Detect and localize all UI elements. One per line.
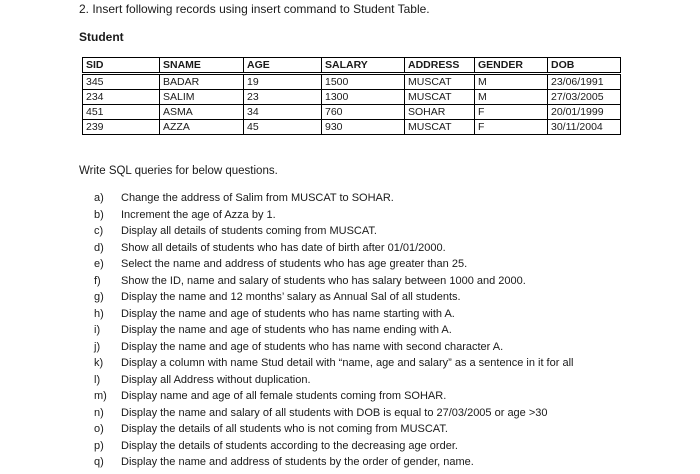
list-marker: a) [94,192,104,204]
list-item [94,207,573,224]
table-cell: 23 [244,90,322,105]
list-item [94,372,573,389]
list-marker: g) [94,291,104,303]
table-header-row [83,58,621,74]
question-text: Display the name and age of students who has name with second character A. [121,340,504,353]
table-cell: 23/06/1991 [548,74,621,90]
table-cell: M [475,90,548,105]
list-marker: k) [94,357,104,369]
table-cell: F [475,120,548,135]
list-marker: h) [94,307,104,320]
question-text: Show the ID, name and salary of students who has salary between 1000 and 2000. [121,274,526,287]
question-text: Show all details of students who has date of birth after 01/01/2000. [121,241,446,254]
table-cell: M [475,74,548,90]
list-item [94,438,573,455]
table-cell: 45 [244,120,322,135]
column-header: DOB [548,58,621,74]
table-cell: 19 [244,74,322,90]
list-marker: l) [94,373,101,386]
table-cell: MUSCAT [405,90,475,105]
table-cell: ASMA [160,105,244,120]
column-header: SID [83,58,160,74]
table-row [83,90,621,105]
list-item [94,454,573,471]
table-cell: 451 [83,105,160,120]
list-item [94,405,573,422]
column-header: ADDRESS [405,58,475,74]
table-cell: MUSCAT [405,120,475,135]
question-text: Select the name and address of students who has age greater than 25. [121,258,468,270]
column-header: AGE [244,58,322,74]
list-marker: f) [94,274,101,287]
table-cell: 27/03/2005 [548,90,621,105]
question-text: Display the name and address of students by the order of gender, name. [121,456,474,468]
question-text: Display a column with name Stud detail with “name, age and salary” as a sentence in it for all [121,357,574,369]
list-marker: i) [94,324,101,336]
questions-intro: Write SQL queries for below questions. [79,165,278,177]
question-text: Display all details of students coming from MUSCAT. [121,225,377,237]
list-marker: m) [94,390,107,402]
question-text: Change the address of Salim from MUSCAT to SOHAR. [121,192,394,204]
list-item [94,355,573,372]
list-marker: q) [94,456,104,468]
table-row [83,74,621,90]
list-item [94,388,573,405]
question-text: Display the details of students according to the decreasing age order. [121,439,458,452]
table-cell: 345 [83,74,160,90]
list-item [94,190,573,207]
section-heading: 2. Insert following records using insert command to Student Table. [79,2,430,16]
table-title: Student [79,30,124,44]
table-cell: BADAR [160,74,244,90]
table-cell: 1300 [322,90,405,105]
table-cell: 239 [83,120,160,135]
list-marker: e) [94,258,104,270]
list-marker: d) [94,241,104,254]
question-list [94,190,573,471]
list-marker: o) [94,423,104,435]
question-text: Display the name and age of students who has name starting with A. [121,307,455,320]
table-cell: 760 [322,105,405,120]
list-item [94,289,573,306]
question-text: Display the details of all students who is not coming from MUSCAT. [121,423,448,435]
column-header: GENDER [475,58,548,74]
list-item [94,421,573,438]
table-cell: SALIM [160,90,244,105]
table-cell: 930 [322,120,405,135]
table-cell: 1500 [322,74,405,90]
list-marker: j) [94,340,101,353]
table-cell: SOHAR [405,105,475,120]
question-text: Display the name and 12 months’ salary as Annual Sal of all students. [121,291,461,303]
list-item [94,322,573,339]
table-cell: 30/11/2004 [548,120,621,135]
table-cell: AZZA [160,120,244,135]
list-item [94,240,573,257]
list-item [94,223,573,240]
list-marker: b) [94,208,104,221]
student-table [82,57,621,135]
list-item [94,273,573,290]
question-text: Display name and age of all female students coming from SOHAR. [121,390,447,402]
column-header: SALARY [322,58,405,74]
list-marker: n) [94,406,104,419]
table-cell: 20/01/1999 [548,105,621,120]
list-item [94,339,573,356]
table-row [83,105,621,120]
question-text: Increment the age of Azza by 1. [121,208,276,221]
question-text: Display all Address without duplication. [121,373,311,386]
column-header: SNAME [160,58,244,74]
table-cell: F [475,105,548,120]
list-item [94,306,573,323]
question-text: Display the name and age of students who has name ending with A. [121,324,452,336]
list-marker: c) [94,225,104,237]
list-item [94,256,573,273]
table-cell: MUSCAT [405,74,475,90]
table-row [83,120,621,135]
table-cell: 234 [83,90,160,105]
question-text: Display the name and salary of all students with DOB is equal to 27/03/2005 or age >30 [121,406,548,419]
list-marker: p) [94,439,104,452]
table-cell: 34 [244,105,322,120]
